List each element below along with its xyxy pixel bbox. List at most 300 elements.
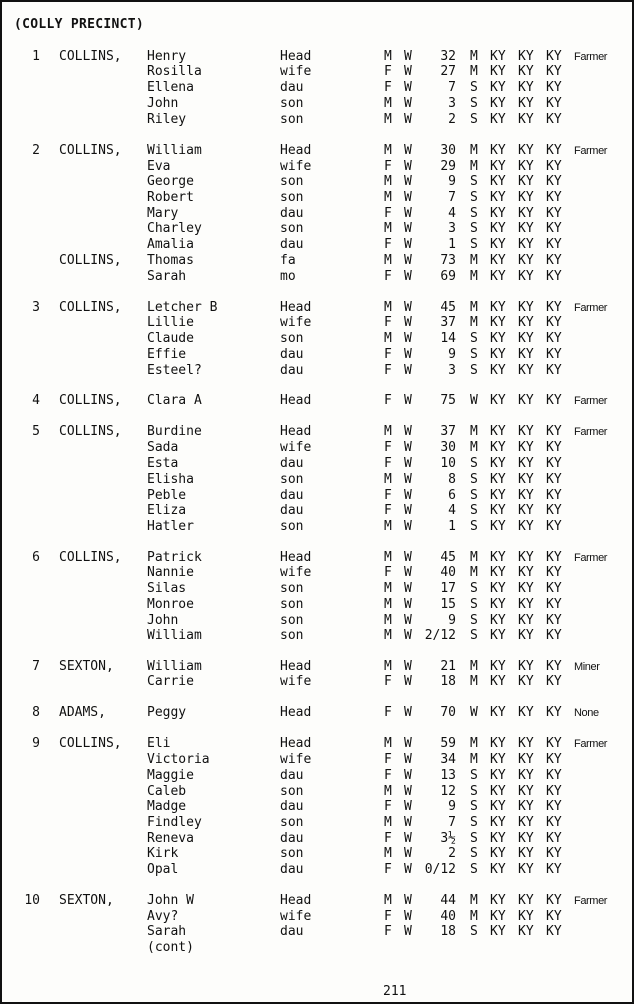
marital-status: M <box>470 315 478 330</box>
race: W <box>404 846 412 861</box>
father-birthplace: KY <box>518 64 534 79</box>
occupation: None <box>574 707 599 719</box>
age: 30 <box>440 143 456 158</box>
birthplace: KY <box>490 659 506 674</box>
occupation: Farmer <box>574 395 608 407</box>
race: W <box>404 565 412 580</box>
race: W <box>404 206 412 221</box>
sex: F <box>384 752 392 767</box>
birthplace: KY <box>490 80 506 95</box>
given-name: Maggie <box>147 768 194 783</box>
sex: F <box>384 206 392 221</box>
race: W <box>404 815 412 830</box>
birthplace: KY <box>490 488 506 503</box>
race: W <box>404 909 412 924</box>
age: 9 <box>448 347 456 362</box>
marital-status: M <box>470 253 478 268</box>
household-number: 9 <box>32 736 40 751</box>
age: 27 <box>440 64 456 79</box>
sex: F <box>384 705 392 720</box>
birthplace: KY <box>490 674 506 689</box>
sex: F <box>384 862 392 877</box>
relationship: son <box>280 815 304 830</box>
given-name: Nannie <box>147 565 194 580</box>
birthplace: KY <box>490 143 506 158</box>
age: 29 <box>440 159 456 174</box>
sex: F <box>384 924 392 939</box>
given-name: Kirk <box>147 846 179 861</box>
age: 75 <box>440 393 456 408</box>
marital-status: M <box>470 159 478 174</box>
census-row <box>2 206 632 222</box>
mother-birthplace: KY <box>546 159 562 174</box>
father-birthplace: KY <box>518 815 534 830</box>
age: 40 <box>440 909 456 924</box>
sex: M <box>384 736 392 751</box>
given-name: Sarah <box>147 269 187 284</box>
given-name: Esteel? <box>147 363 202 378</box>
marital-status: S <box>470 221 478 236</box>
relationship: son <box>280 519 304 534</box>
mother-birthplace: KY <box>546 581 562 596</box>
mother-birthplace: KY <box>546 424 562 439</box>
mother-birthplace: KY <box>546 253 562 268</box>
father-birthplace: KY <box>518 581 534 596</box>
father-birthplace: KY <box>518 424 534 439</box>
father-birthplace: KY <box>518 96 534 111</box>
household-number: 4 <box>32 393 40 408</box>
surname: ADAMS, <box>59 705 106 720</box>
given-name: Elisha <box>147 472 194 487</box>
sex: M <box>384 300 392 315</box>
race: W <box>404 363 412 378</box>
census-row <box>2 112 632 128</box>
race: W <box>404 550 412 565</box>
race: W <box>404 80 412 95</box>
census-row <box>2 831 632 847</box>
marital-status: S <box>470 80 478 95</box>
father-birthplace: KY <box>518 628 534 643</box>
age: 2/12 <box>424 628 456 643</box>
surname: SEXTON, <box>59 893 114 908</box>
surname: COLLINS, <box>59 424 122 439</box>
marital-status: S <box>470 519 478 534</box>
given-name: John <box>147 613 179 628</box>
birthplace: KY <box>490 331 506 346</box>
marital-status: M <box>470 752 478 767</box>
birthplace: KY <box>490 300 506 315</box>
sex: F <box>384 768 392 783</box>
age: 30 <box>440 440 456 455</box>
surname: COLLINS, <box>59 736 122 751</box>
race: W <box>404 659 412 674</box>
marital-status: M <box>470 674 478 689</box>
marital-status: M <box>470 269 478 284</box>
father-birthplace: KY <box>518 472 534 487</box>
race: W <box>404 300 412 315</box>
father-birthplace: KY <box>518 237 534 252</box>
mother-birthplace: KY <box>546 363 562 378</box>
census-row <box>2 315 632 331</box>
household-number: 1 <box>32 49 40 64</box>
birthplace: KY <box>490 862 506 877</box>
race: W <box>404 112 412 127</box>
sex: M <box>384 49 392 64</box>
marital-status: W <box>470 705 478 720</box>
race: W <box>404 736 412 751</box>
given-name: Henry <box>147 49 187 64</box>
birthplace: KY <box>490 269 506 284</box>
marital-status: M <box>470 143 478 158</box>
birthplace: KY <box>490 440 506 455</box>
given-name: Avy? <box>147 909 179 924</box>
marital-status: S <box>470 112 478 127</box>
relationship: dau <box>280 206 304 221</box>
marital-status: S <box>470 815 478 830</box>
marital-status: M <box>470 550 478 565</box>
relationship: son <box>280 112 304 127</box>
relationship: wife <box>280 159 312 174</box>
mother-birthplace: KY <box>546 393 562 408</box>
marital-status: S <box>470 862 478 877</box>
marital-status: S <box>470 799 478 814</box>
census-row <box>2 347 632 363</box>
age: 3 <box>448 221 456 236</box>
household-number: 3 <box>32 300 40 315</box>
race: W <box>404 237 412 252</box>
sex: F <box>384 565 392 580</box>
mother-birthplace: KY <box>546 300 562 315</box>
birthplace: KY <box>490 831 506 846</box>
relationship: Head <box>280 424 312 439</box>
relationship: son <box>280 628 304 643</box>
given-name: Lillie <box>147 315 194 330</box>
precinct-title: (COLLY PRECINCT) <box>14 17 145 32</box>
sex: M <box>384 424 392 439</box>
father-birthplace: KY <box>518 597 534 612</box>
father-birthplace: KY <box>518 768 534 783</box>
father-birthplace: KY <box>518 440 534 455</box>
given-name: Riley <box>147 112 187 127</box>
surname: COLLINS, <box>59 393 122 408</box>
occupation: Farmer <box>574 552 608 564</box>
age: 59 <box>440 736 456 751</box>
relationship: son <box>280 613 304 628</box>
given-name: William <box>147 628 202 643</box>
father-birthplace: KY <box>518 752 534 767</box>
father-birthplace: KY <box>518 363 534 378</box>
sex: F <box>384 237 392 252</box>
age: 21 <box>440 659 456 674</box>
given-name: George <box>147 174 194 189</box>
father-birthplace: KY <box>518 112 534 127</box>
race: W <box>404 143 412 158</box>
age: 3 <box>448 96 456 111</box>
race: W <box>404 831 412 846</box>
age: 45 <box>440 300 456 315</box>
sex: M <box>384 331 392 346</box>
given-name: William <box>147 659 202 674</box>
race: W <box>404 705 412 720</box>
census-row <box>2 221 632 237</box>
race: W <box>404 424 412 439</box>
race: W <box>404 221 412 236</box>
given-name: Patrick <box>147 550 202 565</box>
relationship: Head <box>280 893 312 908</box>
sex: M <box>384 221 392 236</box>
sex: F <box>384 456 392 471</box>
census-row <box>2 799 632 815</box>
age: 17 <box>440 581 456 596</box>
race: W <box>404 456 412 471</box>
race: W <box>404 862 412 877</box>
mother-birthplace: KY <box>546 752 562 767</box>
sex: F <box>384 363 392 378</box>
race: W <box>404 472 412 487</box>
race: W <box>404 799 412 814</box>
given-name: Eliza <box>147 503 187 518</box>
age: 0/12 <box>424 862 456 877</box>
marital-status: S <box>470 831 478 846</box>
given-name: Rosilla <box>147 64 202 79</box>
race: W <box>404 331 412 346</box>
marital-status: M <box>470 64 478 79</box>
mother-birthplace: KY <box>546 784 562 799</box>
relationship: Head <box>280 736 312 751</box>
given-name: Charley <box>147 221 202 236</box>
given-name: Clara A <box>147 393 202 408</box>
census-row <box>2 893 632 909</box>
birthplace: KY <box>490 112 506 127</box>
birthplace: KY <box>490 159 506 174</box>
given-name: Claude <box>147 331 194 346</box>
marital-status: S <box>470 628 478 643</box>
sex: M <box>384 846 392 861</box>
race: W <box>404 752 412 767</box>
census-row <box>2 565 632 581</box>
household-number: 6 <box>32 550 40 565</box>
page-number: 211 <box>383 984 407 999</box>
birthplace: KY <box>490 550 506 565</box>
surname: SEXTON, <box>59 659 114 674</box>
mother-birthplace: KY <box>546 597 562 612</box>
census-row <box>2 519 632 535</box>
father-birthplace: KY <box>518 190 534 205</box>
father-birthplace: KY <box>518 846 534 861</box>
race: W <box>404 581 412 596</box>
given-name: Silas <box>147 581 187 596</box>
sex: M <box>384 628 392 643</box>
census-row <box>2 815 632 831</box>
mother-birthplace: KY <box>546 237 562 252</box>
mother-birthplace: KY <box>546 659 562 674</box>
age: 7 <box>448 190 456 205</box>
birthplace: KY <box>490 456 506 471</box>
age: 7 <box>448 815 456 830</box>
age: 10 <box>440 456 456 471</box>
mother-birthplace: KY <box>546 174 562 189</box>
father-birthplace: KY <box>518 862 534 877</box>
birthplace: KY <box>490 347 506 362</box>
marital-status: M <box>470 300 478 315</box>
mother-birthplace: KY <box>546 503 562 518</box>
father-birthplace: KY <box>518 221 534 236</box>
mother-birthplace: KY <box>546 315 562 330</box>
census-row <box>2 96 632 112</box>
marital-status: S <box>470 503 478 518</box>
marital-status: M <box>470 440 478 455</box>
mother-birthplace: KY <box>546 893 562 908</box>
surname: COLLINS, <box>59 300 122 315</box>
father-birthplace: KY <box>518 80 534 95</box>
relationship: wife <box>280 440 312 455</box>
given-name: Letcher B <box>147 300 218 315</box>
birthplace: KY <box>490 815 506 830</box>
census-row <box>2 846 632 862</box>
occupation: Farmer <box>574 895 608 907</box>
marital-status: S <box>470 768 478 783</box>
census-row <box>2 862 632 878</box>
census-row <box>2 80 632 96</box>
age: 18 <box>440 674 456 689</box>
birthplace: KY <box>490 736 506 751</box>
sex: M <box>384 190 392 205</box>
relationship: son <box>280 846 304 861</box>
relationship: wife <box>280 674 312 689</box>
race: W <box>404 488 412 503</box>
mother-birthplace: KY <box>546 674 562 689</box>
relationship: Head <box>280 49 312 64</box>
given-name: Eli <box>147 736 171 751</box>
race: W <box>404 519 412 534</box>
given-name: Caleb <box>147 784 187 799</box>
birthplace: KY <box>490 768 506 783</box>
census-row <box>2 159 632 175</box>
sex: F <box>384 393 392 408</box>
race: W <box>404 393 412 408</box>
given-name: Monroe <box>147 597 194 612</box>
marital-status: S <box>470 190 478 205</box>
race: W <box>404 96 412 111</box>
mother-birthplace: KY <box>546 924 562 939</box>
census-row <box>2 363 632 379</box>
mother-birthplace: KY <box>546 96 562 111</box>
age: 37 <box>440 315 456 330</box>
census-row <box>2 440 632 456</box>
father-birthplace: KY <box>518 519 534 534</box>
birthplace: KY <box>490 846 506 861</box>
census-row <box>2 940 632 956</box>
father-birthplace: KY <box>518 831 534 846</box>
birthplace: KY <box>490 472 506 487</box>
relationship: mo <box>280 269 296 284</box>
birthplace: KY <box>490 221 506 236</box>
given-name: Sada <box>147 440 179 455</box>
mother-birthplace: KY <box>546 815 562 830</box>
occupation: Farmer <box>574 738 608 750</box>
sex: F <box>384 799 392 814</box>
census-row <box>2 64 632 80</box>
sex: M <box>384 784 392 799</box>
father-birthplace: KY <box>518 488 534 503</box>
census-row <box>2 784 632 800</box>
census-row <box>2 503 632 519</box>
mother-birthplace: KY <box>546 269 562 284</box>
sex: F <box>384 159 392 174</box>
occupation: Farmer <box>574 302 608 314</box>
age: 6 <box>448 488 456 503</box>
census-row <box>2 674 632 690</box>
sex: F <box>384 674 392 689</box>
given-name: Esta <box>147 456 179 471</box>
age: 40 <box>440 565 456 580</box>
age: 2 <box>448 112 456 127</box>
birthplace: KY <box>490 174 506 189</box>
marital-status: M <box>470 565 478 580</box>
sex: M <box>384 597 392 612</box>
relationship: Head <box>280 143 312 158</box>
surname: COLLINS, <box>59 253 122 268</box>
surname: COLLINS, <box>59 49 122 64</box>
sex: F <box>384 80 392 95</box>
sex: M <box>384 472 392 487</box>
marital-status: M <box>470 909 478 924</box>
given-name: (cont) <box>147 940 194 955</box>
given-name: Peble <box>147 488 187 503</box>
birthplace: KY <box>490 237 506 252</box>
relationship: son <box>280 190 304 205</box>
father-birthplace: KY <box>518 799 534 814</box>
age: 2 <box>448 846 456 861</box>
father-birthplace: KY <box>518 893 534 908</box>
birthplace: KY <box>490 49 506 64</box>
mother-birthplace: KY <box>546 488 562 503</box>
father-birthplace: KY <box>518 253 534 268</box>
father-birthplace: KY <box>518 784 534 799</box>
age: 15 <box>440 597 456 612</box>
occupation: Farmer <box>574 426 608 438</box>
census-row <box>2 424 632 440</box>
relationship: dau <box>280 799 304 814</box>
given-name: Peggy <box>147 705 187 720</box>
race: W <box>404 49 412 64</box>
father-birthplace: KY <box>518 206 534 221</box>
race: W <box>404 674 412 689</box>
given-name: Hatler <box>147 519 194 534</box>
age: 9 <box>448 799 456 814</box>
birthplace: KY <box>490 424 506 439</box>
sex: M <box>384 174 392 189</box>
sex: F <box>384 64 392 79</box>
race: W <box>404 768 412 783</box>
census-row <box>2 174 632 190</box>
given-name: Robert <box>147 190 194 205</box>
marital-status: S <box>470 597 478 612</box>
birthplace: KY <box>490 519 506 534</box>
mother-birthplace: KY <box>546 49 562 64</box>
relationship: Head <box>280 550 312 565</box>
relationship: wife <box>280 565 312 580</box>
race: W <box>404 440 412 455</box>
mother-birthplace: KY <box>546 736 562 751</box>
census-row <box>2 49 632 65</box>
sex: F <box>384 347 392 362</box>
father-birthplace: KY <box>518 315 534 330</box>
relationship: dau <box>280 768 304 783</box>
relationship: son <box>280 331 304 346</box>
marital-status: S <box>470 206 478 221</box>
surname: COLLINS, <box>59 143 122 158</box>
